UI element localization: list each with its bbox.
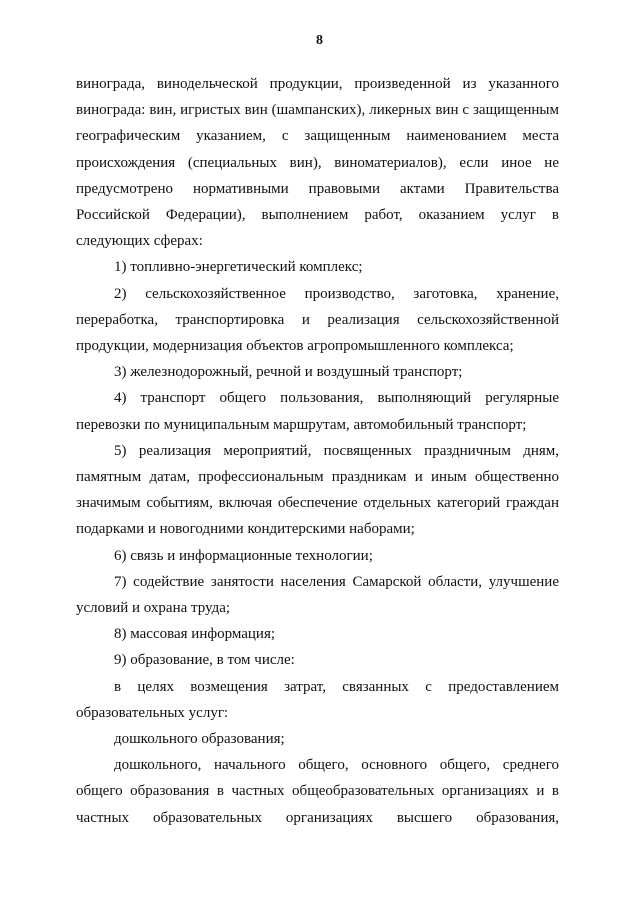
list-item-1: 1) топливно-энергетический комплекс; [114, 259, 363, 276]
list-item-5: 5) реализация мероприятий, посвященных праздничным дням, памятным датам, профессиональным праздникам и иным общественно значимым событиям, включая обеспечение отдельных категорий граждан подарками и новогодними кондитерскими наборами; [76, 442, 559, 538]
sub-paragraph-preschool: дошкольного образования; [114, 731, 285, 748]
list-item-2: 2) сельскохозяйственное производство, заготовка, хранение, переработка, транспортировка и реализация сельскохозяйственной продукции, модернизация объектов агропромышленного комплекса; [76, 285, 559, 355]
sub-paragraph-general-education: дошкольного, начального общего, основного общего, среднего общего образования в частных общеобразовательных организациях и в частных образовательных организациях высшего образования, [76, 757, 559, 826]
list-item-7: 7) содействие занятости населения Самарской области, улучшение условий и охрана труда; [76, 573, 559, 617]
list-item-4: 4) транспорт общего пользования, выполняющий регулярные перевозки по муниципальным маршрутам, автомобильный транспорт; [76, 390, 559, 433]
document-body [76, 71, 559, 831]
list-item-8: 8) массовая информация; [114, 626, 276, 643]
paragraph-continuation: винограда, винодельческой продукции, произведенной из указанного винограда: вин, игристых вин (шампанских), ликерных вин с защищенным географическим указанием, с защищенным наименованием места происхождения (специальных вин), виноматериалов), если иное не предусмотрено нормативными правовыми актами Правительства Российской Федерации), выполнением работ, оказанием услуг в следующих сферах: [76, 76, 559, 250]
list-item-6: 6) связь и информационные технологии; [114, 547, 373, 564]
page-number: 8 [316, 33, 323, 48]
list-item-9: 9) образование, в том числе: [114, 652, 295, 669]
list-item-3: 3) железнодорожный, речной и воздушный транспорт; [114, 364, 463, 381]
sub-paragraph-purpose: в целях возмещения затрат, связанных с предоставлением образовательных услуг: [76, 678, 559, 721]
